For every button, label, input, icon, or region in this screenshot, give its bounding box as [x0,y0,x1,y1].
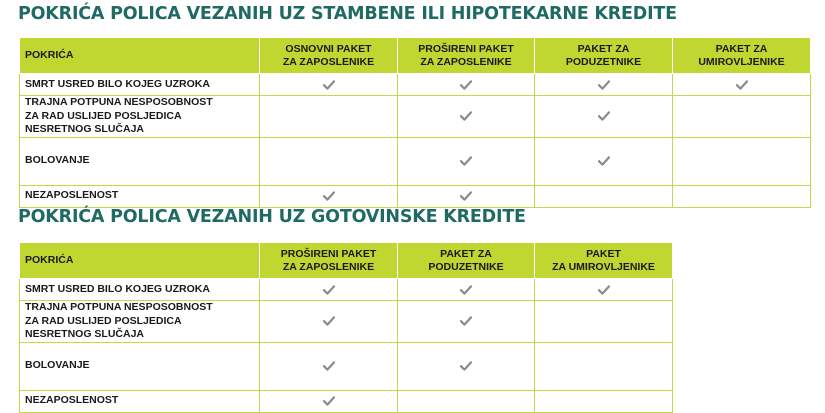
coverage-cell [673,96,811,138]
coverage-cell [260,301,398,343]
section-title-mortgage: POKRIĆA POLICA VEZANIH UZ STAMBENE ILI HIPOTEKARNE KREDITE [18,4,677,24]
column-header-package: PAKET ZA PODUZETNIKE [398,243,535,279]
coverage-cell [260,96,398,138]
checkmark-icon [460,285,472,295]
section-title-cash-loan: POKRIĆA POLICA VEZANIH UZ GOTOVINSKE KREDITE [18,207,526,227]
table-row [20,301,673,343]
coverage-cell [260,279,398,301]
checkmark-icon [460,111,472,121]
coverage-cell [260,390,398,412]
coverage-cell [398,279,535,301]
column-header-coverage: POKRIĆA [20,38,260,74]
checkmark-icon [460,156,472,166]
coverage-cell [398,96,535,138]
table-header-row [20,38,811,74]
table-row [20,74,811,96]
coverage-cell [535,96,673,138]
checkmark-icon [736,80,748,90]
column-header-package: PROŠIRENI PAKET ZA ZAPOSLENIKE [398,38,535,74]
column-header-package: OSNOVNI PAKET ZA ZAPOSLENIKE [260,38,398,74]
coverage-label: TRAJNA POTPUNA NESPOSOBNOST ZA RAD USLIJED POSLJEDICA NESRETNOG SLUČAJA [20,301,260,343]
coverage-cell [535,301,673,343]
table-row [20,390,673,412]
coverage-table-cash-loan [19,242,673,413]
coverage-cell [398,74,535,96]
checkmark-icon [323,191,335,201]
table-header-row [20,243,673,279]
checkmark-icon [323,80,335,90]
checkmark-icon [323,285,335,295]
coverage-label: SMRT USRED BILO KOJEG UZROKA [20,74,260,96]
checkmark-icon [598,80,610,90]
coverage-cell [535,390,673,412]
column-header-package: PAKET ZA UMIROVLJENIKE [673,38,811,74]
column-header-package: PAKET ZA PODUZETNIKE [535,38,673,74]
checkmark-icon [323,316,335,326]
coverage-cell [673,74,811,96]
coverage-cell [260,137,398,185]
checkmark-icon [598,285,610,295]
coverage-label: NEZAPOSLENOST [20,390,260,412]
checkmark-icon [460,316,472,326]
coverage-cell [535,137,673,185]
table-row [20,137,811,185]
coverage-cell [673,137,811,185]
column-header-coverage: POKRIĆA [20,243,260,279]
table-row [20,96,811,138]
coverage-label: TRAJNA POTPUNA NESPOSOBNOST ZA RAD USLIJED POSLJEDICA NESRETNOG SLUČAJA [20,96,260,138]
coverage-cell [260,185,398,207]
table-row [20,185,811,207]
coverage-cell [398,342,535,390]
table-row [20,279,673,301]
checkmark-icon [460,361,472,371]
checkmark-icon [460,191,472,201]
column-header-package: PROŠIRENI PAKET ZA ZAPOSLENIKE [260,243,398,279]
coverage-cell [673,185,811,207]
table-row [20,342,673,390]
coverage-label: SMRT USRED BILO KOJEG UZROKA [20,279,260,301]
coverage-cell [260,74,398,96]
coverage-label: BOLOVANJE [20,137,260,185]
checkmark-icon [598,156,610,166]
coverage-cell [398,390,535,412]
coverage-label: BOLOVANJE [20,342,260,390]
checkmark-icon [323,361,335,371]
checkmark-icon [323,396,335,406]
checkmark-icon [460,80,472,90]
coverage-cell [535,185,673,207]
column-header-package: PAKET ZA UMIROVLJENIKE [535,243,673,279]
coverage-cell [535,342,673,390]
coverage-cell [535,279,673,301]
coverage-cell [398,185,535,207]
coverage-cell [535,74,673,96]
coverage-label: NEZAPOSLENOST [20,185,260,207]
coverage-cell [398,301,535,343]
coverage-table-mortgage [19,37,811,208]
coverage-cell [260,342,398,390]
checkmark-icon [598,111,610,121]
coverage-cell [398,137,535,185]
